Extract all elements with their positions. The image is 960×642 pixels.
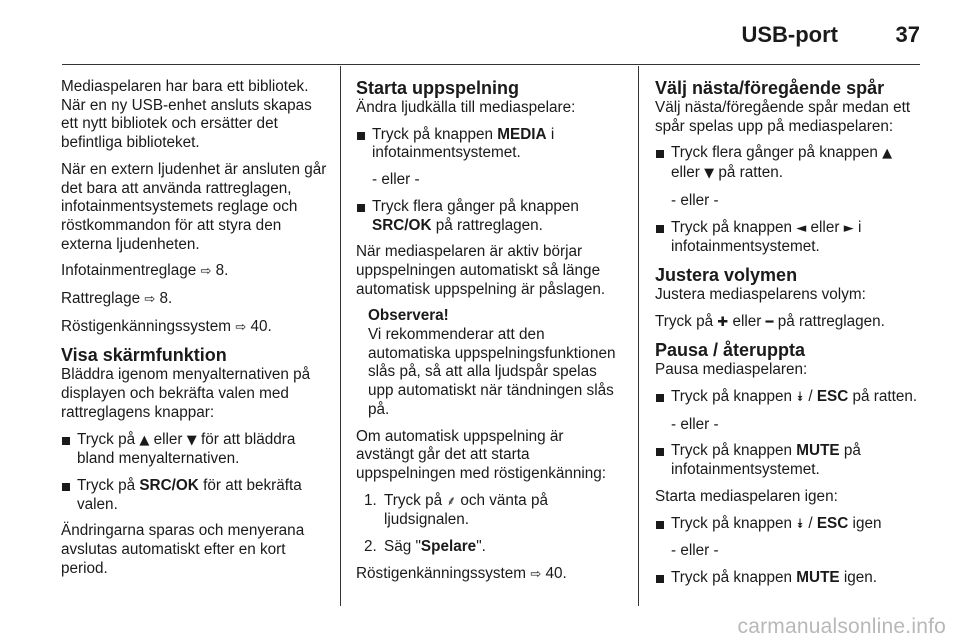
list-item: Tryck flera gånger på knappen ▲ eller ▼ på ratten. bbox=[655, 144, 923, 183]
up-arrow-icon: ▲ bbox=[882, 146, 893, 162]
column-divider bbox=[638, 66, 639, 606]
or-separator: - eller - bbox=[671, 542, 719, 560]
paragraph: Starta mediaspelaren igen: bbox=[655, 487, 838, 505]
bullet-icon bbox=[656, 575, 664, 583]
minus-icon: ━ bbox=[765, 314, 774, 330]
plus-icon: ✚ bbox=[717, 314, 729, 330]
paragraph: När en extern ljudenhet är ansluten går det bara att använda rattreglagen, infotainmentsystemets reglage och röstkommandon för att styra den externa ljudenheten. bbox=[61, 160, 327, 253]
paragraph: Bläddra igenom menyalternativen på displayen och bekräfta valen med rattreglagens knappar: bbox=[61, 366, 311, 421]
mute-key-icon: ⯯ bbox=[796, 516, 805, 532]
section-heading: Välj nästa/föregående spår bbox=[655, 78, 885, 98]
section-heading: Justera volymen bbox=[655, 264, 798, 285]
section-heading: Visa skärmfunktion bbox=[61, 345, 227, 366]
arrow-ref-icon: ⇨ bbox=[144, 292, 156, 308]
paragraph: Pausa mediaspelaren: bbox=[655, 361, 808, 379]
bullet-icon bbox=[656, 448, 664, 456]
numbered-item: 2. Säg "Spelare". bbox=[364, 538, 486, 556]
bullet-icon bbox=[62, 483, 70, 491]
section-heading: Starta uppspelning bbox=[356, 78, 520, 98]
numbered-item: 1. Tryck på ⸙ och vänta på ljudsignalen. bbox=[364, 491, 548, 529]
list-item: Tryck på knappen MUTE igen. bbox=[655, 569, 923, 588]
paragraph: Ändra ljudkälla till mediaspelare: bbox=[356, 99, 576, 116]
list-item: Tryck på knappen ⯯ / ESC på ratten. bbox=[655, 388, 923, 408]
paragraph: När mediaspelaren är aktiv börjar uppspelningen automatiskt så länge automatisk uppspelning är påslagen. bbox=[356, 243, 606, 298]
left-arrow-icon: ◄ bbox=[796, 220, 807, 236]
down-arrow-icon: ▼ bbox=[186, 432, 197, 448]
arrow-ref-icon: ⇨ bbox=[530, 566, 542, 582]
paragraph: Om automatisk uppspelning är avstängt går det att starta uppspelningen med röstigenkänning: bbox=[356, 427, 607, 482]
list-item: Tryck på knappen ⯯ / ESC igen bbox=[655, 515, 923, 535]
note-text: Vi rekommenderar att den automatiska uppspelningsfunktionen slås på, så att alla ljudspår spelas upp automatiskt när tändningen slås på. bbox=[368, 326, 616, 418]
page-header bbox=[62, 14, 920, 65]
note-title: Observera! bbox=[368, 307, 449, 325]
or-separator: - eller - bbox=[671, 191, 719, 209]
or-separator: - eller - bbox=[372, 171, 420, 189]
or-separator: - eller - bbox=[671, 415, 719, 433]
page-title: USB-port bbox=[741, 22, 838, 47]
list-item: Tryck på knappen MUTE på infotainmentsystemet. bbox=[655, 442, 923, 479]
bullet-icon bbox=[62, 437, 70, 445]
column-left bbox=[61, 78, 329, 586]
right-arrow-icon: ► bbox=[843, 220, 854, 236]
arrow-ref-icon: ⇨ bbox=[200, 264, 212, 280]
bullet-icon bbox=[656, 150, 664, 158]
list-item: Tryck flera gånger på knappen SRC/OK på rattreglagen. bbox=[356, 198, 624, 235]
arrow-ref-icon: ⇨ bbox=[235, 319, 247, 335]
paragraph: Mediaspelaren har bara ett bibliotek. När en ny USB-enhet ansluts skapas ett nytt bibliotek och ersätter det befintliga biblioteket. bbox=[61, 78, 312, 152]
column-right bbox=[655, 78, 923, 596]
watermark: carmanualsonline.info bbox=[737, 615, 946, 638]
cross-reference[interactable]: Röstigenkänningssystem ⇨ 40. bbox=[61, 317, 272, 335]
voice-icon: ⸙ bbox=[446, 493, 457, 509]
down-arrow-icon: ▼ bbox=[704, 166, 715, 182]
up-arrow-icon: ▲ bbox=[139, 432, 150, 448]
bullet-icon bbox=[357, 132, 365, 140]
bullet-icon bbox=[656, 521, 664, 529]
cross-reference[interactable]: Rattreglage ⇨ 8. bbox=[61, 290, 173, 308]
bullet-icon bbox=[656, 225, 664, 233]
list-item: Tryck på knappen ◄ eller ► i infotainmentsystemet. bbox=[655, 219, 923, 257]
paragraph: Tryck på ✚ eller ━ på rattreglagen. bbox=[655, 312, 885, 330]
section-heading: Pausa / återuppta bbox=[655, 340, 806, 361]
paragraph: Ändringarna sparas och menyerana avslutas automatiskt efter en kort period. bbox=[61, 522, 305, 577]
column-divider bbox=[340, 66, 341, 606]
paragraph: Välj nästa/föregående spår medan ett spår spelas upp på mediaspelaren: bbox=[655, 99, 911, 135]
list-item: Tryck på SRC/OK för att bekräfta valen. bbox=[61, 477, 329, 514]
cross-reference[interactable]: Infotainmentreglage ⇨ 8. bbox=[61, 262, 229, 280]
page-number: 37 bbox=[895, 22, 920, 47]
bullet-icon bbox=[656, 394, 664, 402]
mute-key-icon: ⯯ bbox=[796, 390, 805, 406]
list-item: Tryck på ▲ eller ▼ för att bläddra bland menyalternativen. bbox=[61, 431, 329, 469]
paragraph: Justera mediaspelarens volym: bbox=[655, 285, 866, 303]
cross-reference[interactable]: Röstigenkänningssystem ⇨ 40. bbox=[356, 564, 567, 582]
column-middle bbox=[356, 78, 624, 592]
list-item: Tryck på knappen MEDIA i infotainmentsystemet. bbox=[356, 126, 624, 163]
bullet-icon bbox=[357, 204, 365, 212]
note-box bbox=[368, 307, 624, 419]
